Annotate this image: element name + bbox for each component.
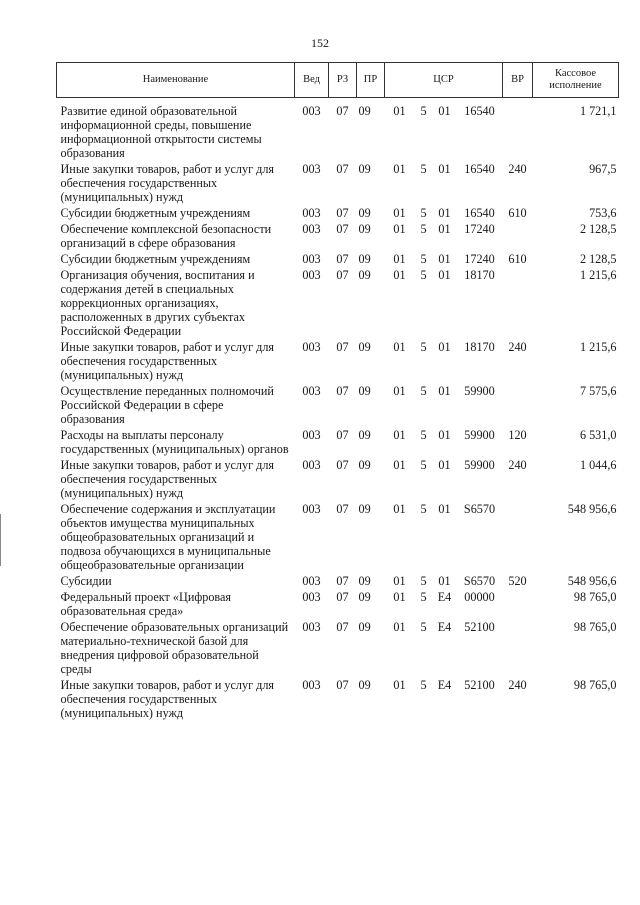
cell-ved: 003: [302, 206, 321, 220]
cell-name: Организация обучения, воспитания и содержания детей в специальных коррекционных организациях, расположенных в других субъектах Российской Федерации: [60, 268, 255, 338]
cell-csr-program: 01: [393, 502, 406, 516]
cell-csr-subprogram: 5: [420, 458, 427, 472]
cell-name: Иные закупки товаров, работ и услуг для обеспечения государственных (муниципальных) нужд: [60, 458, 275, 500]
cell-amount: 98 765,0: [573, 620, 617, 634]
cell-vr: [503, 222, 533, 252]
cell-vr: [503, 268, 533, 340]
cell-pr: 09: [358, 206, 371, 220]
cell-amount: 2 128,5: [579, 222, 617, 236]
cell-name: Субсидии: [60, 574, 112, 588]
table-row: [57, 502, 619, 574]
cell-csr-program: 01: [393, 340, 406, 354]
cell-pr: 09: [358, 574, 371, 588]
cell-amount: 1 215,6: [579, 340, 617, 354]
cell-vr: [503, 502, 533, 574]
cell-csr-direction: 01: [438, 252, 451, 266]
table-row: [57, 574, 619, 590]
cell-name: Расходы на выплаты персоналу государственных (муниципальных) органов: [60, 428, 289, 456]
cell-csr-subprogram: 5: [420, 252, 427, 266]
cell-amount: 2 128,5: [579, 252, 617, 266]
budget-execution-table: [56, 62, 619, 722]
cell-name: Развитие единой образовательной информационной среды, повышение информационной открытости системы образования: [60, 104, 262, 160]
cell-vr: 120: [508, 428, 527, 442]
cell-csr-subprogram: 5: [420, 104, 427, 118]
cell-ved: 003: [302, 590, 321, 604]
cell-rz: 07: [336, 252, 349, 266]
cell-name: Обеспечение комплексной безопасности организаций в сфере образования: [60, 222, 272, 250]
cell-rz: 07: [336, 590, 349, 604]
cell-ved: 003: [302, 678, 321, 692]
cell-csr-direction: 01: [438, 268, 451, 282]
cell-name: Субсидии бюджетным учреждениям: [60, 252, 251, 266]
cell-csr-program: 01: [393, 268, 406, 282]
cell-csr-direction: E4: [437, 620, 452, 634]
cell-csr-subprogram: 5: [420, 340, 427, 354]
cell-vr: [503, 620, 533, 678]
cell-ved: 003: [302, 104, 321, 118]
cell-csr-direction: E4: [437, 678, 452, 692]
cell-amount: 7 575,6: [579, 384, 617, 398]
header-vr: ВР: [503, 63, 533, 98]
cell-csr-code: 16540: [464, 162, 495, 176]
cell-csr-program: 01: [393, 206, 406, 220]
cell-pr: 09: [358, 678, 371, 692]
cell-pr: 09: [358, 458, 371, 472]
table-row: [57, 340, 619, 384]
cell-rz: 07: [336, 222, 349, 236]
cell-vr: [503, 98, 533, 163]
table-row: [57, 620, 619, 678]
cell-amount: 753,6: [589, 206, 617, 220]
cell-csr-direction: 01: [438, 428, 451, 442]
header-exec: Кассовое исполнение: [533, 63, 619, 98]
cell-name: Иные закупки товаров, работ и услуг для обеспечения государственных (муниципальных) нужд: [60, 678, 275, 720]
cell-amount: 1 044,6: [579, 458, 617, 472]
cell-ved: 003: [302, 502, 321, 516]
cell-csr-program: 01: [393, 590, 406, 604]
cell-csr-code: 59900: [464, 458, 495, 472]
cell-pr: 09: [358, 590, 371, 604]
table-row: [57, 428, 619, 458]
table-header: [57, 63, 619, 98]
cell-name: Осуществление переданных полномочий Российской Федерации в сфере образования: [60, 384, 274, 426]
cell-rz: 07: [336, 502, 349, 516]
cell-pr: 09: [358, 104, 371, 118]
cell-ved: 003: [302, 574, 321, 588]
cell-csr-code: 59900: [464, 428, 495, 442]
cell-amount: 1 215,6: [579, 268, 617, 282]
cell-csr-code: 17240: [464, 222, 495, 236]
cell-csr-subprogram: 5: [420, 268, 427, 282]
cell-rz: 07: [336, 268, 349, 282]
cell-pr: 09: [358, 620, 371, 634]
page-number: 152: [311, 36, 329, 50]
cell-amount: 1 721,1: [579, 104, 617, 118]
cell-csr-program: 01: [393, 162, 406, 176]
cell-vr: [503, 590, 533, 620]
scan-margin-mark: [0, 514, 1, 566]
cell-csr-code: S6570: [463, 574, 496, 588]
cell-csr-subprogram: 5: [420, 574, 427, 588]
cell-rz: 07: [336, 384, 349, 398]
cell-pr: 09: [358, 428, 371, 442]
cell-pr: 09: [358, 268, 371, 282]
cell-csr-subprogram: 5: [420, 222, 427, 236]
table-row: [57, 458, 619, 502]
cell-rz: 07: [336, 340, 349, 354]
cell-ved: 003: [302, 252, 321, 266]
cell-rz: 07: [336, 678, 349, 692]
cell-csr-code: 59900: [464, 384, 495, 398]
cell-amount: 967,5: [589, 162, 617, 176]
cell-ved: 003: [302, 458, 321, 472]
cell-ved: 003: [302, 384, 321, 398]
cell-csr-program: 01: [393, 458, 406, 472]
cell-pr: 09: [358, 384, 371, 398]
cell-name: Федеральный проект «Цифровая образовательная среда»: [60, 590, 232, 618]
table-body: [57, 98, 619, 723]
cell-csr-direction: 01: [438, 222, 451, 236]
cell-name: Субсидии бюджетным учреждениям: [60, 206, 251, 220]
cell-vr: 240: [508, 162, 527, 176]
cell-ved: 003: [302, 162, 321, 176]
cell-csr-code: 16540: [464, 206, 495, 220]
cell-csr-program: 01: [393, 678, 406, 692]
cell-ved: 003: [302, 428, 321, 442]
cell-pr: 09: [358, 502, 371, 516]
cell-rz: 07: [336, 162, 349, 176]
cell-ved: 003: [302, 340, 321, 354]
cell-name: Иные закупки товаров, работ и услуг для обеспечения государственных (муниципальных) нужд: [60, 340, 275, 382]
cell-vr: 520: [508, 574, 527, 588]
cell-csr-subprogram: 5: [420, 590, 427, 604]
cell-csr-program: 01: [393, 620, 406, 634]
cell-csr-code: 16540: [464, 104, 495, 118]
cell-csr-program: 01: [393, 574, 406, 588]
table-row: [57, 222, 619, 252]
cell-amount: 98 765,0: [573, 678, 617, 692]
cell-rz: 07: [336, 206, 349, 220]
cell-csr-code: 17240: [464, 252, 495, 266]
cell-rz: 07: [336, 104, 349, 118]
header-csr: ЦСР: [385, 63, 503, 98]
cell-rz: 07: [336, 620, 349, 634]
cell-csr-program: 01: [393, 384, 406, 398]
cell-csr-subprogram: 5: [420, 206, 427, 220]
cell-rz: 07: [336, 458, 349, 472]
cell-ved: 003: [302, 620, 321, 634]
table-row: [57, 678, 619, 722]
cell-csr-subprogram: 5: [420, 428, 427, 442]
cell-name: Обеспечение образовательных организаций материально-технической базой для внедрения цифровой образовательной среды: [60, 620, 289, 676]
cell-csr-code: S6570: [463, 502, 496, 516]
cell-csr-direction: 01: [438, 162, 451, 176]
cell-amount: 548 956,6: [567, 502, 617, 516]
cell-csr-program: 01: [393, 428, 406, 442]
cell-ved: 003: [302, 222, 321, 236]
cell-name: Обеспечение содержания и эксплуатации объектов имущества муниципальных общеобразовательных организаций и подвоза обучающихся в муниципальные общеобразовательные организации: [60, 502, 276, 572]
cell-csr-code: 18170: [464, 340, 495, 354]
cell-csr-program: 01: [393, 252, 406, 266]
cell-csr-direction: 01: [438, 340, 451, 354]
cell-csr-subprogram: 5: [420, 620, 427, 634]
table-row: [57, 384, 619, 428]
cell-csr-subprogram: 5: [420, 678, 427, 692]
cell-vr: 610: [508, 206, 527, 220]
cell-csr-direction: 01: [438, 574, 451, 588]
cell-rz: 07: [336, 574, 349, 588]
cell-amount: 98 765,0: [573, 590, 617, 604]
cell-amount: 548 956,6: [567, 574, 617, 588]
cell-csr-code: 52100: [464, 620, 495, 634]
cell-csr-direction: 01: [438, 384, 451, 398]
cell-csr-subprogram: 5: [420, 502, 427, 516]
table-row: [57, 590, 619, 620]
cell-csr-direction: E4: [437, 590, 452, 604]
header-name: Наименование: [57, 63, 295, 98]
cell-pr: 09: [358, 162, 371, 176]
cell-csr-subprogram: 5: [420, 384, 427, 398]
cell-pr: 09: [358, 340, 371, 354]
cell-amount: 6 531,0: [579, 428, 617, 442]
cell-csr-program: 01: [393, 222, 406, 236]
cell-csr-code: 18170: [464, 268, 495, 282]
cell-csr-program: 01: [393, 104, 406, 118]
table-row: [57, 162, 619, 206]
cell-vr: 240: [508, 458, 527, 472]
cell-csr-subprogram: 5: [420, 162, 427, 176]
cell-vr: 610: [508, 252, 527, 266]
cell-name: Иные закупки товаров, работ и услуг для обеспечения государственных (муниципальных) нужд: [60, 162, 275, 204]
table-row: [57, 98, 619, 163]
cell-pr: 09: [358, 252, 371, 266]
header-pr: ПР: [357, 63, 385, 98]
cell-vr: 240: [508, 340, 527, 354]
cell-csr-direction: 01: [438, 502, 451, 516]
cell-vr: 240: [508, 678, 527, 692]
table-row: [57, 268, 619, 340]
header-rz: РЗ: [329, 63, 357, 98]
cell-pr: 09: [358, 222, 371, 236]
cell-csr-direction: 01: [438, 458, 451, 472]
cell-rz: 07: [336, 428, 349, 442]
table-row: [57, 252, 619, 268]
cell-csr-code: 00000: [464, 590, 495, 604]
cell-csr-direction: 01: [438, 104, 451, 118]
cell-vr: [503, 384, 533, 428]
header-ved: Вед: [295, 63, 329, 98]
table-row: [57, 206, 619, 222]
cell-csr-direction: 01: [438, 206, 451, 220]
cell-ved: 003: [302, 268, 321, 282]
cell-csr-code: 52100: [464, 678, 495, 692]
